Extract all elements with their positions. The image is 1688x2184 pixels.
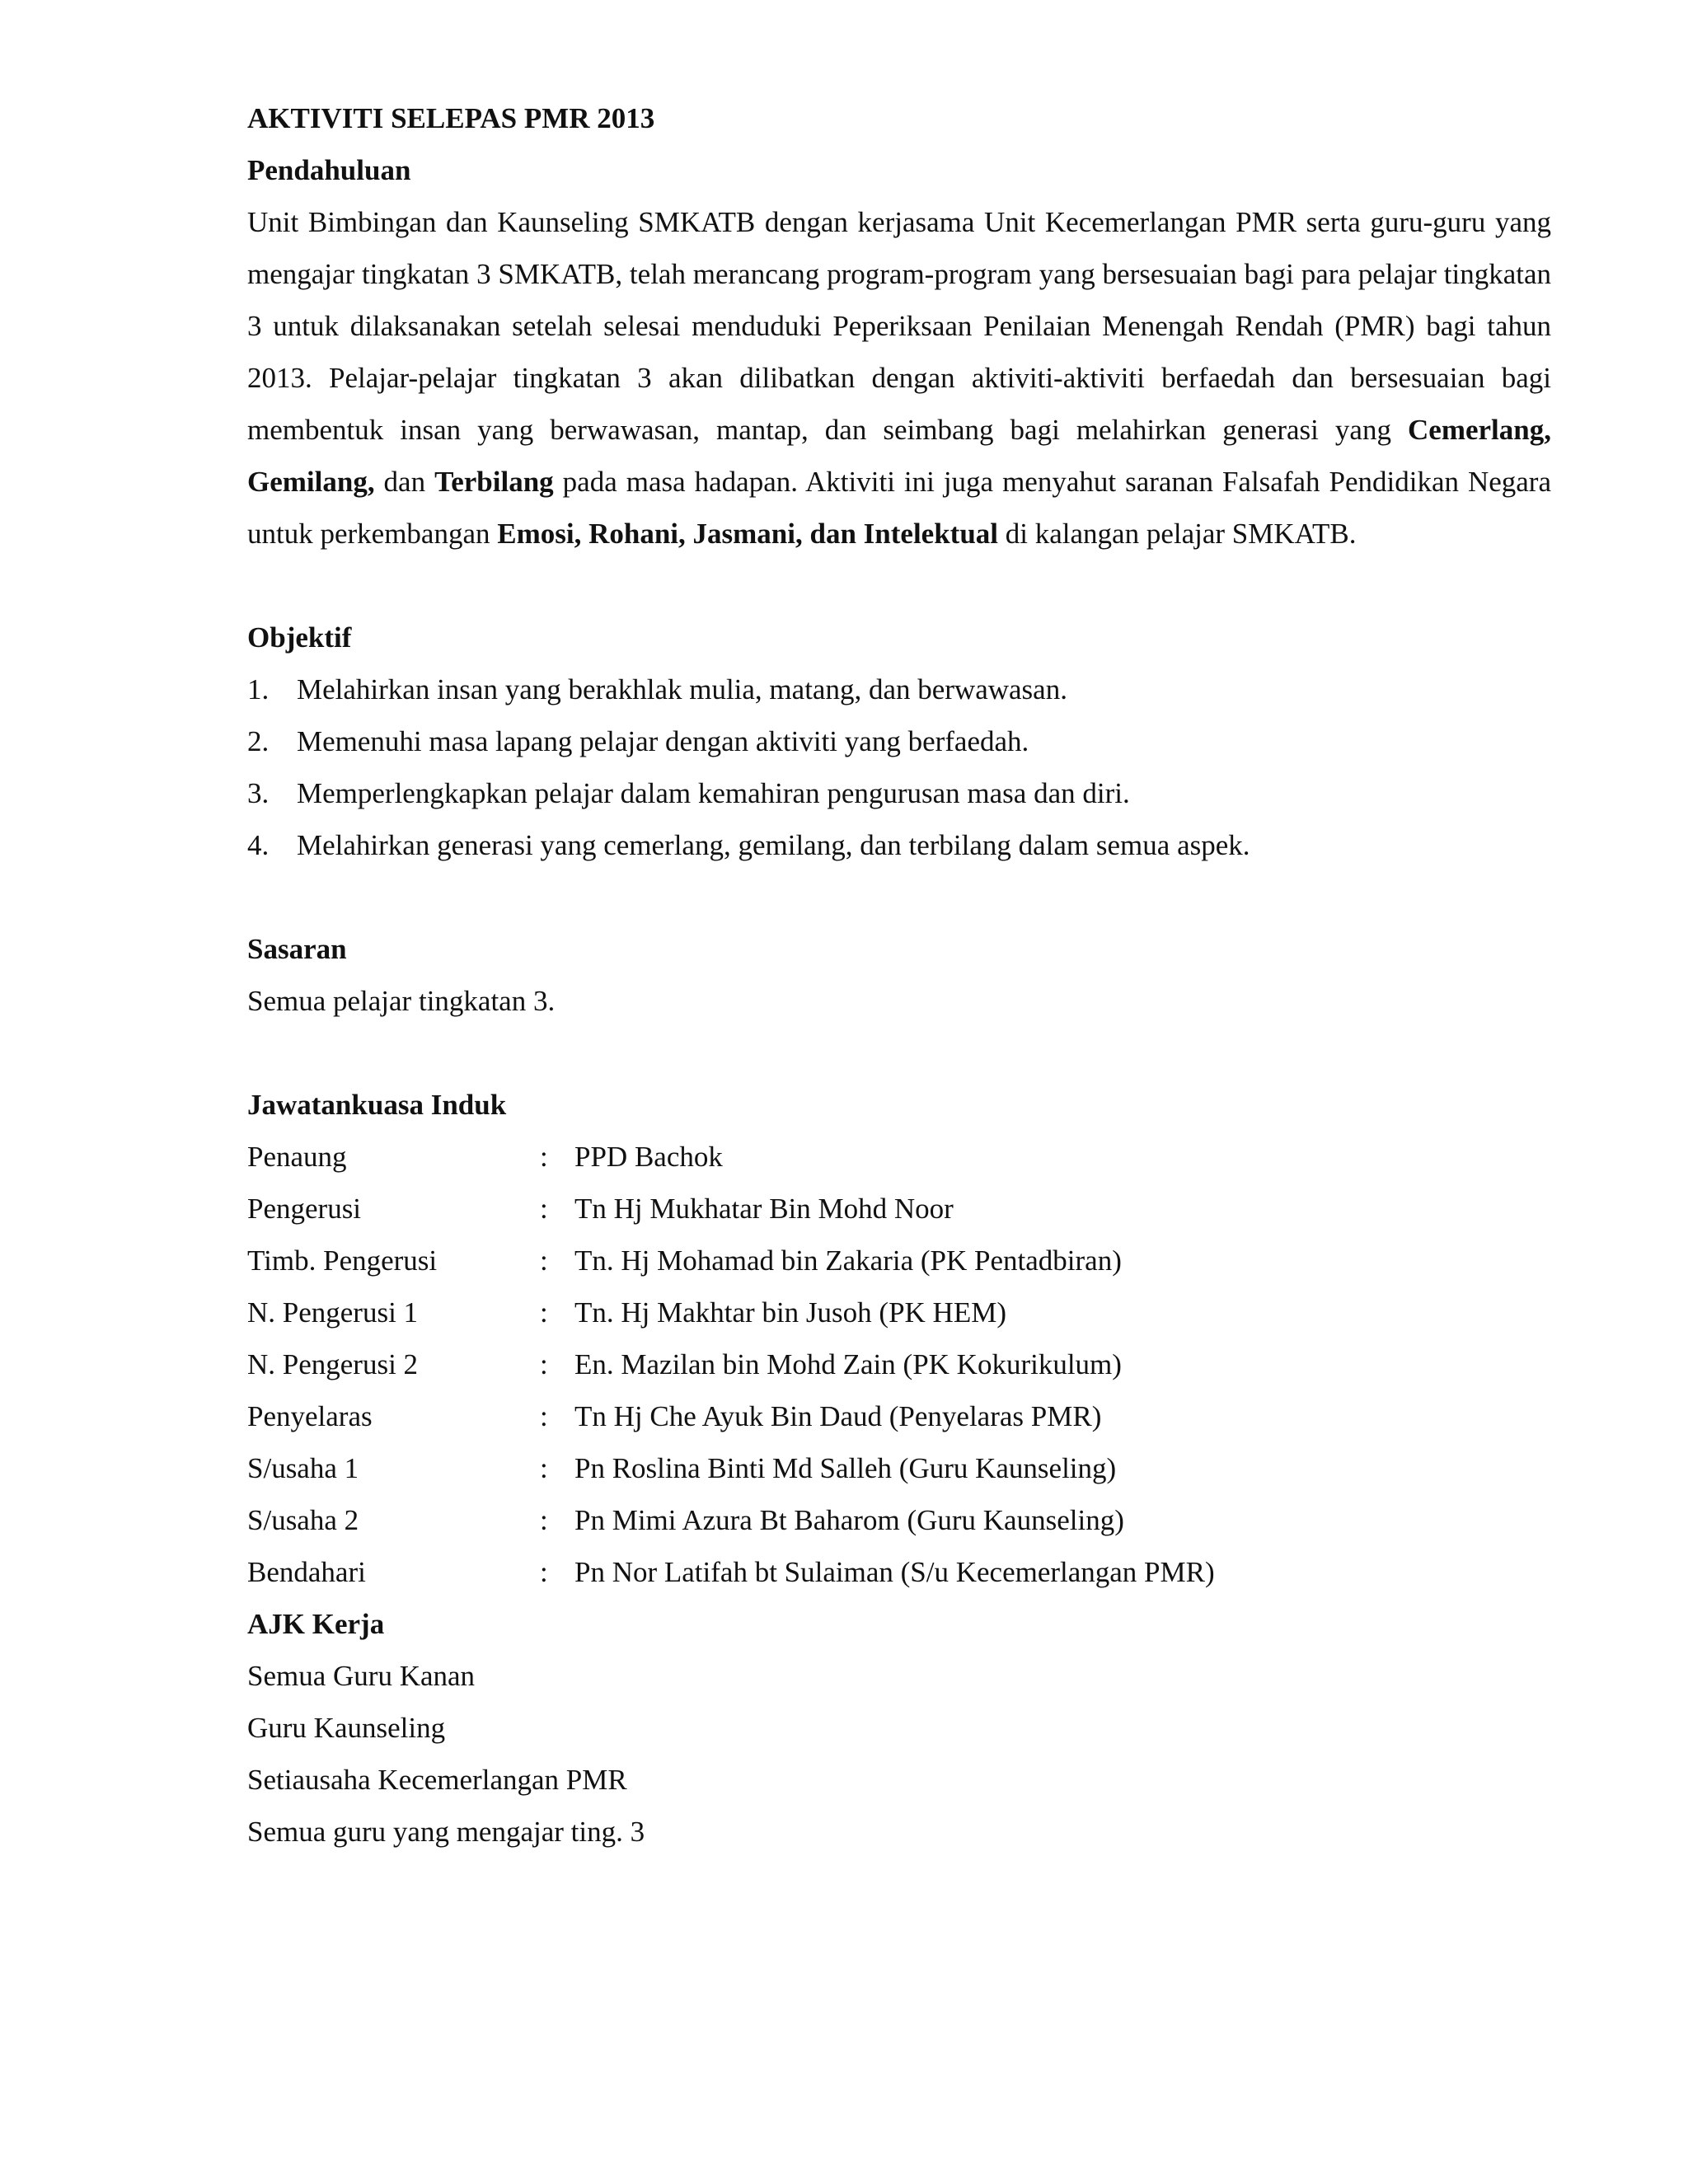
list-item bbox=[247, 715, 1551, 767]
pendahuluan-text-4: di kalangan pelajar SMKATB. bbox=[998, 518, 1357, 550]
member-role: N. Pengerusi 2 bbox=[247, 1348, 419, 1380]
pendahuluan-paragraph bbox=[247, 196, 1551, 560]
member-colon: : bbox=[540, 1296, 548, 1329]
objektif-heading: Objektif bbox=[247, 621, 352, 654]
objektif-list bbox=[247, 663, 1551, 871]
member-name: Pn Mimi Azura Bt Baharom (Guru Kaunseling) bbox=[574, 1504, 1124, 1536]
table-row bbox=[247, 1131, 1551, 1183]
section-spacer bbox=[247, 871, 1551, 923]
pendahuluan-bold-2: Terbilang bbox=[434, 466, 554, 498]
pendahuluan-heading: Pendahuluan bbox=[247, 154, 411, 186]
document-page bbox=[247, 92, 1551, 1858]
member-colon: : bbox=[540, 1141, 548, 1173]
member-name: PPD Bachok bbox=[574, 1141, 723, 1173]
member-role: Pengerusi bbox=[247, 1193, 362, 1225]
member-name: Tn. Hj Mohamad bin Zakaria (PK Pentadbiran) bbox=[574, 1244, 1122, 1277]
member-role: N. Pengerusi 1 bbox=[247, 1296, 419, 1329]
member-colon: : bbox=[540, 1504, 548, 1536]
member-role: S/usaha 1 bbox=[247, 1452, 359, 1484]
pendahuluan-bold-3: Emosi, Rohani, Jasmani, dan Intelektual bbox=[497, 518, 999, 550]
jawatankuasa-table bbox=[247, 1131, 1551, 1598]
member-colon: : bbox=[540, 1400, 548, 1432]
list-item: Setiausaha Kecemerlangan PMR bbox=[247, 1764, 627, 1796]
section-spacer bbox=[247, 560, 1551, 612]
sasaran-text: Semua pelajar tingkatan 3. bbox=[247, 985, 556, 1017]
list-item-number: 1. bbox=[247, 673, 270, 705]
list-item-number: 2. bbox=[247, 725, 270, 757]
member-colon: : bbox=[540, 1244, 548, 1277]
member-name: Pn Roslina Binti Md Salleh (Guru Kaunseling) bbox=[574, 1452, 1117, 1484]
member-role: S/usaha 2 bbox=[247, 1504, 359, 1536]
ajk-kerja-heading: AJK Kerja bbox=[247, 1608, 385, 1640]
member-name: Pn Nor Latifah bt Sulaiman (S/u Kecemerlangan PMR) bbox=[574, 1556, 1215, 1588]
member-colon: : bbox=[540, 1556, 548, 1588]
list-item: Semua guru yang mengajar ting. 3 bbox=[247, 1816, 645, 1848]
table-row bbox=[247, 1390, 1551, 1442]
list-item: Guru Kaunseling bbox=[247, 1712, 446, 1744]
list-item-text: Memenuhi masa lapang pelajar dengan aktiviti yang berfaedah. bbox=[297, 725, 1029, 757]
member-colon: : bbox=[540, 1348, 548, 1380]
list-item: Semua Guru Kanan bbox=[247, 1660, 476, 1692]
member-colon: : bbox=[540, 1452, 548, 1484]
member-role: Penaung bbox=[247, 1141, 347, 1173]
pendahuluan-bold-1: Cemerlang, Gemilang, bbox=[247, 414, 1551, 498]
table-row bbox=[247, 1183, 1551, 1235]
member-role: Bendahari bbox=[247, 1556, 366, 1588]
list-item-text: Melahirkan insan yang berakhlak mulia, matang, dan berwawasan. bbox=[297, 673, 1067, 705]
list-item-number: 3. bbox=[247, 777, 270, 809]
member-colon: : bbox=[540, 1193, 548, 1225]
member-name: En. Mazilan bin Mohd Zain (PK Kokurikulum) bbox=[574, 1348, 1122, 1380]
member-role: Timb. Pengerusi bbox=[247, 1244, 438, 1277]
pendahuluan-text-3: pada masa hadapan. Aktiviti ini juga menyahut saranan Falsafah Pendidikan Negara untuk perkembangan bbox=[247, 466, 1551, 550]
list-item-text: Memperlengkapkan pelajar dalam kemahiran pengurusan masa dan diri. bbox=[297, 777, 1130, 809]
table-row bbox=[247, 1442, 1551, 1494]
table-row bbox=[247, 1546, 1551, 1598]
list-item bbox=[247, 819, 1551, 871]
table-row bbox=[247, 1494, 1551, 1546]
member-name: Tn. Hj Makhtar bin Jusoh (PK HEM) bbox=[574, 1296, 1006, 1329]
list-item-number: 4. bbox=[247, 829, 270, 861]
list-item bbox=[247, 767, 1551, 819]
member-name: Tn Hj Mukhatar Bin Mohd Noor bbox=[574, 1193, 954, 1225]
member-role: Penyelaras bbox=[247, 1400, 373, 1432]
member-name: Tn Hj Che Ayuk Bin Daud (Penyelaras PMR) bbox=[574, 1400, 1102, 1432]
table-row bbox=[247, 1286, 1551, 1338]
section-spacer bbox=[247, 1027, 1551, 1079]
table-row bbox=[247, 1338, 1551, 1390]
sasaran-heading: Sasaran bbox=[247, 933, 347, 965]
document-title: AKTIVITI SELEPAS PMR 2013 bbox=[247, 102, 655, 134]
list-item bbox=[247, 663, 1551, 715]
table-row bbox=[247, 1235, 1551, 1286]
jawatankuasa-heading: Jawatankuasa Induk bbox=[247, 1089, 507, 1121]
pendahuluan-text-2: dan bbox=[374, 466, 435, 498]
list-item-text: Melahirkan generasi yang cemerlang, gemilang, dan terbilang dalam semua aspek. bbox=[297, 829, 1250, 861]
pendahuluan-text-1: Unit Bimbingan dan Kaunseling SMKATB dengan kerjasama Unit Kecemerlangan PMR serta guru-guru yang mengajar tingkatan 3 SMKATB, telah merancang program-program yang bersesuaian bagi para pelajar tingkatan 3 untuk dilaksanakan setelah selesai menduduki Peperiksaan Penilaian Menengah Rendah (PMR) bagi tahun 2013. Pelajar-pelajar tingkatan 3 akan dilibatkan dengan aktiviti-aktiviti berfaedah dan bersesuaian bagi membentuk insan yang berwawasan, mantap, dan seimbang bagi melahirkan generasi yang bbox=[247, 206, 1551, 446]
ajk-kerja-list bbox=[247, 1650, 1551, 1858]
